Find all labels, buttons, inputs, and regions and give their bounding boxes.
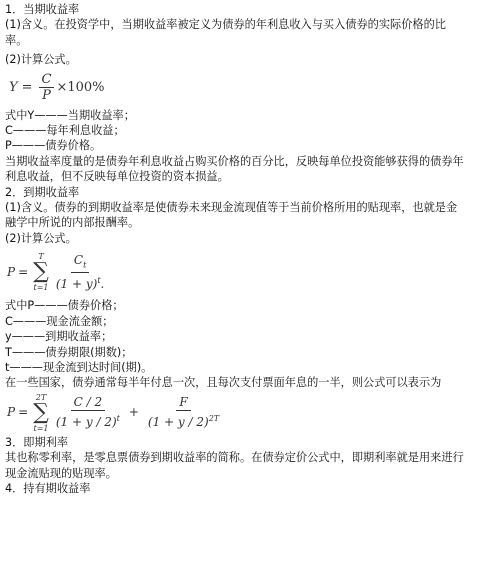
sigma-icon: ∑ bbox=[33, 399, 49, 425]
formula-lhs: Y bbox=[9, 79, 18, 95]
section-2-where-t-upper: T———债券期限(期数)； bbox=[5, 345, 133, 359]
formula-fraction bbox=[53, 254, 108, 291]
den-dot: . bbox=[100, 276, 105, 291]
formula-equals: = bbox=[18, 405, 29, 420]
sum-upper: 2T bbox=[35, 392, 47, 402]
section-2-formula-label: (2)计算公式。 bbox=[5, 231, 77, 245]
section-2-where-y: y———到期收益率； bbox=[5, 330, 113, 344]
coupon-denominator bbox=[53, 411, 123, 429]
formula-lhs: P bbox=[7, 264, 16, 279]
section-1-definition-line-1: (1)含义。在投资学中，当期收益率被定义为债券的年利息收入与买入债券的实际价格的比 bbox=[5, 18, 446, 32]
summation bbox=[33, 393, 49, 433]
coupon-numerator: C / 2 bbox=[71, 396, 106, 411]
section-1-definition-line-2: 率。 bbox=[5, 33, 28, 47]
section-1-where-p: P———债券价格。 bbox=[5, 139, 102, 153]
face-value-fraction bbox=[145, 396, 222, 429]
sum-lower: t=1 bbox=[33, 283, 49, 293]
section-1-formula-label: (2)计算公式。 bbox=[5, 53, 77, 67]
section-2-where-t-lower: t———现金流到达时间(期)。 bbox=[5, 360, 153, 374]
den-base: (1 + y) bbox=[55, 276, 98, 291]
coupon-fraction bbox=[53, 396, 123, 429]
den2-exp: 2T bbox=[208, 414, 220, 424]
section-2-heading: 2．到期收益率 bbox=[5, 185, 80, 199]
section-2-definition-line-1: (1)含义。债券的到期收益率是使债券未来现金流现值等于当前价格所用的贴现率，也就是金 bbox=[5, 201, 458, 215]
den1-exp: t bbox=[116, 414, 120, 424]
section-2-where-p: 式中P———债券价格； bbox=[5, 299, 124, 313]
formula-numerator bbox=[71, 254, 89, 273]
den2-base: (1 + y / 2) bbox=[147, 415, 209, 430]
formula-plus: + bbox=[128, 405, 139, 420]
section-1-note-line-2: 利息收益，但不反映每单位投资的资本损益。 bbox=[5, 170, 229, 184]
formula-numerator: C bbox=[39, 73, 55, 88]
formula-equals: = bbox=[21, 79, 33, 95]
formula-multiplier: ×100% bbox=[56, 79, 105, 95]
face-numerator: F bbox=[176, 396, 190, 411]
section-3-definition-line-2: 现金流贴现的贴现率。 bbox=[5, 466, 117, 480]
semiannual-ytm-formula bbox=[5, 391, 495, 435]
section-3-definition-line-1: 其也称零利率，是零息票债券到期收益率的简称。在债券定价公式中，即期利率就是用来进行 bbox=[5, 451, 464, 465]
ytm-formula bbox=[5, 246, 495, 298]
sum-upper: T bbox=[38, 252, 44, 262]
section-1-note-line-1: 当期收益率度量的是债券年利息收益占购买价格的百分比，反映每单位投资能够获得的债券年 bbox=[5, 154, 464, 168]
num-sub: t bbox=[83, 259, 87, 269]
section-2-where-c: C———现金流金额； bbox=[5, 314, 114, 328]
section-2-semiannual-note: 在一些国家，债券通常每半年付息一次，且每次支付票面年息的一半，则公式可以表示为 bbox=[5, 376, 442, 390]
sigma-icon: ∑ bbox=[33, 259, 49, 285]
section-4-heading: 4．持有期收益率 bbox=[5, 481, 91, 495]
face-denominator bbox=[145, 411, 222, 429]
section-1-where-y: 式中Y———当期收益率； bbox=[5, 108, 135, 122]
current-yield-formula bbox=[5, 68, 495, 108]
section-1-where-c: C———每年利息收益； bbox=[5, 124, 125, 138]
section-1-heading: 1．当期收益率 bbox=[5, 3, 80, 16]
den-exp: t bbox=[97, 275, 101, 285]
formula-equals: = bbox=[18, 264, 29, 279]
formula-fraction bbox=[39, 73, 55, 102]
section-2-definition-line-2: 融学中所说的内部报酬率。 bbox=[5, 216, 140, 230]
den1-base: (1 + y / 2) bbox=[55, 415, 117, 430]
section-3-heading: 3．即期利率 bbox=[5, 435, 69, 449]
formula-denominator bbox=[53, 273, 108, 291]
summation bbox=[33, 252, 49, 292]
formula-denominator: P bbox=[42, 88, 51, 104]
num-c: C bbox=[73, 252, 84, 267]
formula-lhs: P bbox=[7, 405, 16, 420]
sum-lower: t=1 bbox=[33, 423, 49, 433]
